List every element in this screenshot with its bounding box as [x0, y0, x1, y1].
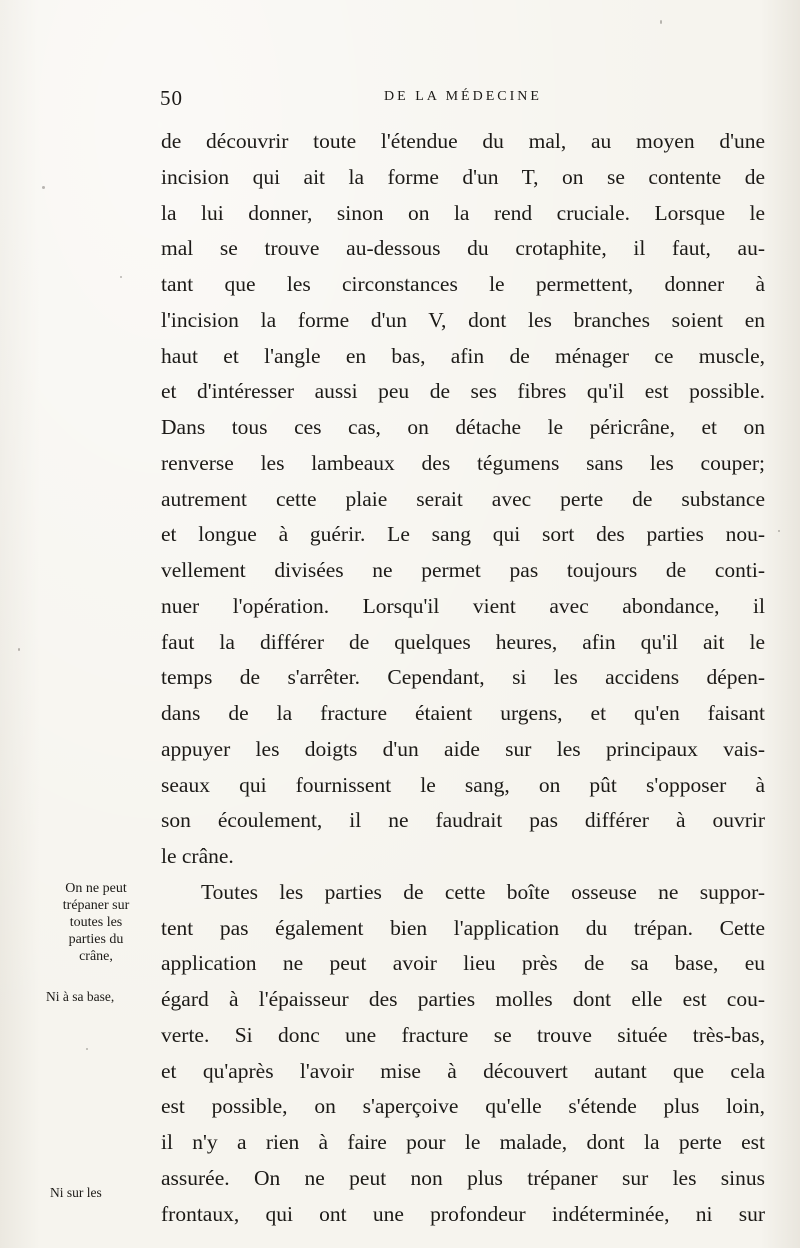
text-line: temps de s'arrêter. Cependant, si les accidens dépen- — [161, 665, 765, 690]
text-line: application ne peut avoir lieu près de sa base, eu — [161, 951, 765, 976]
text-line: et qu'après l'avoir mise à découvert autant que cela — [161, 1058, 765, 1083]
margin-note-line: toutes les — [69, 915, 123, 930]
text-line: verte. Si donc une fracture se trouve située très-bas, — [161, 1022, 765, 1047]
text-line: frontaux, qui ont une profondeur indéterminée, ni sur — [161, 1201, 765, 1226]
text-line: la lui donner, sinon on la rend cruciale. Lorsque le — [161, 200, 765, 225]
margin-note-line: trépaner sur — [62, 898, 130, 913]
text-line: Dans tous ces cas, on détache le péricrâne, et on — [161, 415, 765, 439]
text-line: et longue à guérir. Le sang qui sort des parties nou- — [161, 522, 765, 547]
margin-note-base: Ni à sa base, — [46, 989, 115, 1004]
text-line: renverse les lambeaux des tégumens sans les couper; — [161, 450, 765, 475]
paper-speck — [778, 530, 780, 532]
margin-note-line: On ne peut — [65, 881, 127, 896]
text-line: égard à l'épaisseur des parties molles dont elle est cou- — [161, 987, 765, 1011]
paper-speck — [86, 1048, 88, 1050]
text-line: tent pas également bien l'application du trépan. Cette — [161, 915, 765, 940]
body-text — [161, 124, 765, 1232]
text-line: il n'y a rien à faire pour le malade, dont la perte est — [161, 1130, 765, 1154]
text-line: est possible, on s'aperçoive qu'elle s'étende plus loin, — [161, 1094, 765, 1119]
text-line: dans de la fracture étaient urgens, et qu'en faisant — [161, 701, 765, 725]
margin-note-sinus: Ni sur les — [50, 1185, 102, 1200]
text-line: appuyer les doigts d'un aide sur les principaux vais- — [161, 736, 765, 761]
page-number: 50 — [160, 86, 183, 110]
paper-speck — [660, 20, 662, 24]
text-line: et d'intéresser aussi peu de ses fibres qu'il est possible. — [161, 379, 765, 404]
text-line: faut la différer de quelques heures, afin qu'il ait le — [161, 629, 765, 654]
text-line: de découvrir toute l'étendue du mal, au moyen d'une — [161, 129, 765, 153]
paragraph-start-line: Toutes les parties de cette boîte osseuse ne suppor- — [201, 879, 765, 904]
running-head: DE LA MÉDECINE — [384, 89, 542, 104]
paper-speck — [120, 276, 122, 278]
text-line: nuer l'opération. Lorsqu'il vient avec abondance, il — [161, 593, 765, 618]
text-line: son écoulement, il ne faudrait pas différer à ouvrir — [161, 808, 765, 833]
paper-speck — [18, 648, 20, 651]
page-header — [160, 86, 766, 114]
paragraph-end-line: le crâne. — [161, 844, 234, 868]
text-line: tant que les circonstances le permettent, donner à — [161, 272, 765, 296]
text-line: assurée. On ne peut non plus trépaner sur les sinus — [161, 1165, 765, 1190]
margin-note-line: parties du — [68, 932, 124, 947]
text-line: incision qui ait la forme d'un T, on se contente de — [161, 164, 765, 189]
margin-note-line: crâne, — [79, 949, 113, 964]
text-line: l'incision la forme d'un V, dont les branches soient en — [161, 307, 765, 332]
paper-speck — [42, 186, 45, 189]
text-line: autrement cette plaie serait avec perte de substance — [161, 486, 765, 511]
margin-note-trepan-parts — [40, 880, 152, 965]
text-line: seaux qui fournissent le sang, on pût s'opposer à — [161, 772, 765, 797]
text-line: haut et l'angle en bas, afin de ménager ce muscle, — [161, 343, 765, 368]
text-line: vellement divisées ne permet pas toujours de conti- — [161, 558, 765, 582]
text-line: mal se trouve au-dessous du crotaphite, il faut, au- — [161, 236, 765, 261]
